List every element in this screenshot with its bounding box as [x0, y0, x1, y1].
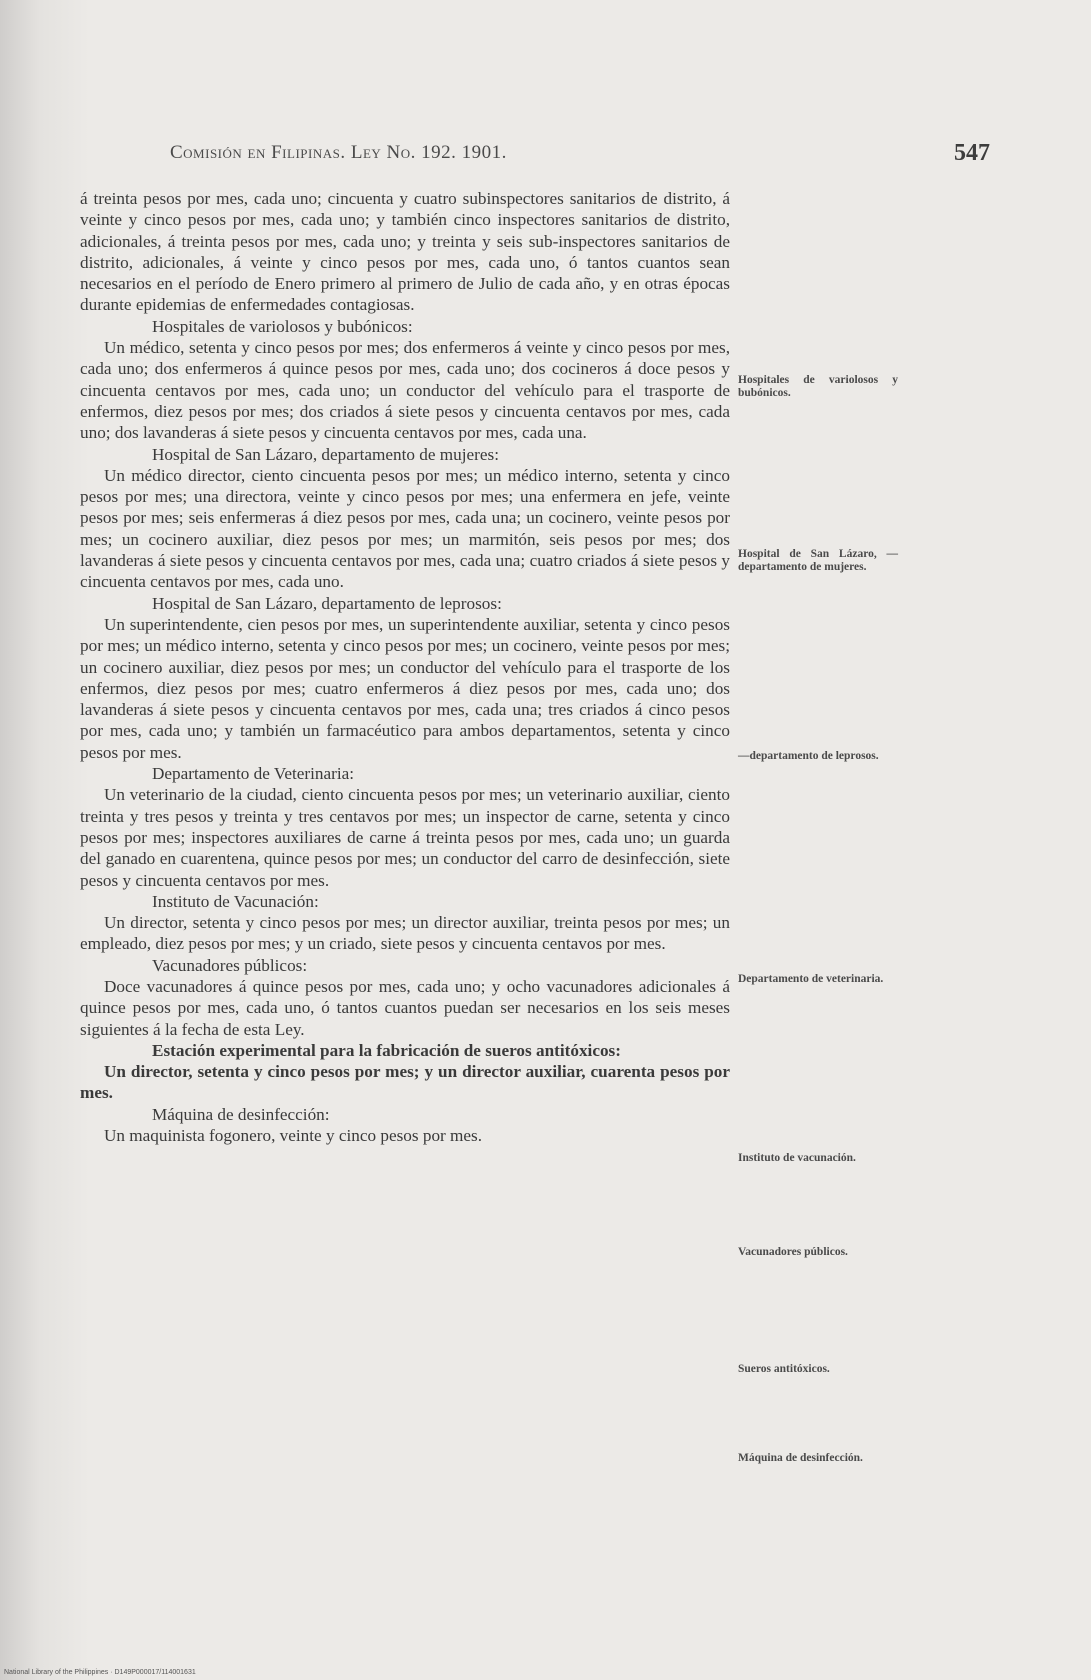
body-text — [80, 188, 730, 1146]
section-heading-vacunadores: Vacunadores públicos: — [152, 955, 308, 975]
margin-note-vacunacion: Instituto de vacunación. — [738, 1152, 856, 1164]
paragraph-continuation: á treinta pesos por mes, cada uno; cincuenta y cuatro subinspectores sanitarios de distrito, á veinte y cinco pesos por mes, cada uno; y también cinco inspectores sanitarios de distrito, adicionales, á treinta pesos por mes, cada uno; y treinta y seis sub-inspectores sanitarios de distrito, adicionales, á veinte y cinco pesos por mes, cada uno, ó tantos cuantos sean necesarios en el período de Enero primero al primero de Julio de cada año, y en otras épocas durante epidemias de enfermedades contagiosas. — [80, 189, 730, 315]
margin-note-san-lazaro-mujeres: Hospital de San Lázaro, —departamento de mujeres. — [738, 548, 898, 573]
page-number: 547 — [954, 140, 990, 166]
section-heading-vacunacion: Instituto de Vacunación: — [152, 891, 319, 911]
running-head: Comisión en Filipinas. Ley No. 192. 1901. — [170, 142, 507, 163]
section-heading-san-lazaro-leprosos: Hospital de San Lázaro, departamento de leprosos: — [152, 593, 502, 613]
section-heading-maquina: Máquina de desinfección: — [152, 1104, 330, 1124]
page-header — [170, 142, 990, 172]
paragraph-veterinaria: Un veterinario de la ciudad, ciento cincuenta pesos por mes; un veterinario auxiliar, ciento treinta y tres pesos y treinta y tres centavos por mes; un inspector de carne, setenta y cinco pesos por mes; inspectores auxiliares de carne á treinta pesos por mes, cada uno; un guarda del ganado en cuarentena, quince pesos por mes; un conductor del carro de desinfección, siete pesos y cincuenta centavos por mes. — [80, 785, 730, 890]
section-heading-veterinaria: Departamento de Veterinaria: — [152, 764, 355, 784]
paragraph-san-lazaro-leprosos: Un superintendente, cien pesos por mes, un superintendente auxiliar, setenta y cinco pesos por mes; un médico interno, setenta y cinco pesos por mes; un cocinero, veinte pesos por mes; un cocinero auxiliar, diez pesos por mes; un conductor del vehículo para el trasporte de los enfermos, diez pesos por mes; cuatro enfermeros á diez pesos por mes, cada uno; dos lavanderas á siete pesos y cincuenta centavos por mes, cada una; tres criados á cinco pesos por mes, cada uno; y también un farmacéutico para ambos departamentos, setenta y cinco pesos por mes. — [80, 614, 730, 762]
footer-credit: National Library of the Philippines · D149P000017/114001631 — [4, 1669, 196, 1676]
margin-note-vacunadores: Vacunadores públicos. — [738, 1246, 848, 1258]
paragraph-variolosos: Un médico, setenta y cinco pesos por mes; dos enfermeros á veinte y cinco pesos por mes, cada uno; dos enfermeros á quince pesos por mes, cada uno; dos cocineros á doce pesos y cincuenta centavos por mes, cada uno; un conductor del vehículo para el trasporte de enfermos, diez pesos por mes; dos criados á siete pesos y cincuenta centavos por mes, cada uno; dos lavanderas á siete pesos y cincuenta centavos por mes, cada una. — [80, 338, 730, 443]
paragraph-vacunacion: Un director, setenta y cinco pesos por mes; un director auxiliar, treinta pesos por mes; un empleado, diez pesos por mes; y un criado, siete pesos y cincuenta centavos por mes. — [80, 913, 730, 954]
paragraph-vacunadores: Doce vacunadores á quince pesos por mes, cada uno; y ocho vacunadores adicionales á quince pesos por mes, cada uno, ó tantos cuantos puedan ser necesarios en los seis meses siguientes á la fecha de esta Ley. — [80, 976, 730, 1039]
margin-note-leprosos: —departamento de leprosos. — [738, 750, 879, 762]
section-heading-san-lazaro-mujeres: Hospital de San Lázaro, departamento de mujeres: — [152, 444, 499, 464]
margin-note-maquina: Máquina de desinfección. — [738, 1452, 863, 1464]
paragraph-san-lazaro-mujeres: Un médico director, ciento cincuenta pesos por mes; un médico interno, setenta y cinco pesos por mes; una directora, veinte y cinco pesos por mes; una enfermera en jefe, veinte pesos por mes; seis enfermeras á diez pesos por mes, cada una; un cocinero, veinte pesos por mes; un cocinero auxiliar, diez pesos por mes; un marmitón, seis pesos por mes; dos lavanderas á siete pesos y cincuenta centavos por mes, cada una; cuatro criados á siete pesos y cincuenta centavos por mes, cada uno. — [80, 465, 730, 592]
section-heading-sueros: Estación experimental para la fabricación de sueros antitóxicos: — [152, 1040, 621, 1060]
paragraph-maquina: Un maquinista fogonero, veinte y cinco pesos por mes. — [104, 1126, 483, 1146]
margin-note-variolosos: Hospitales de variolosos y bubónicos. — [738, 374, 898, 399]
margin-note-sueros: Sueros antitóxicos. — [738, 1363, 830, 1375]
margin-note-veterinaria: Departamento de veterinaria. — [738, 973, 884, 985]
section-heading-variolosos: Hospitales de variolosos y bubónicos: — [152, 316, 413, 336]
paragraph-sueros: Un director, setenta y cinco pesos por mes; y un director auxiliar, cuarenta pesos por mes. — [80, 1062, 730, 1103]
